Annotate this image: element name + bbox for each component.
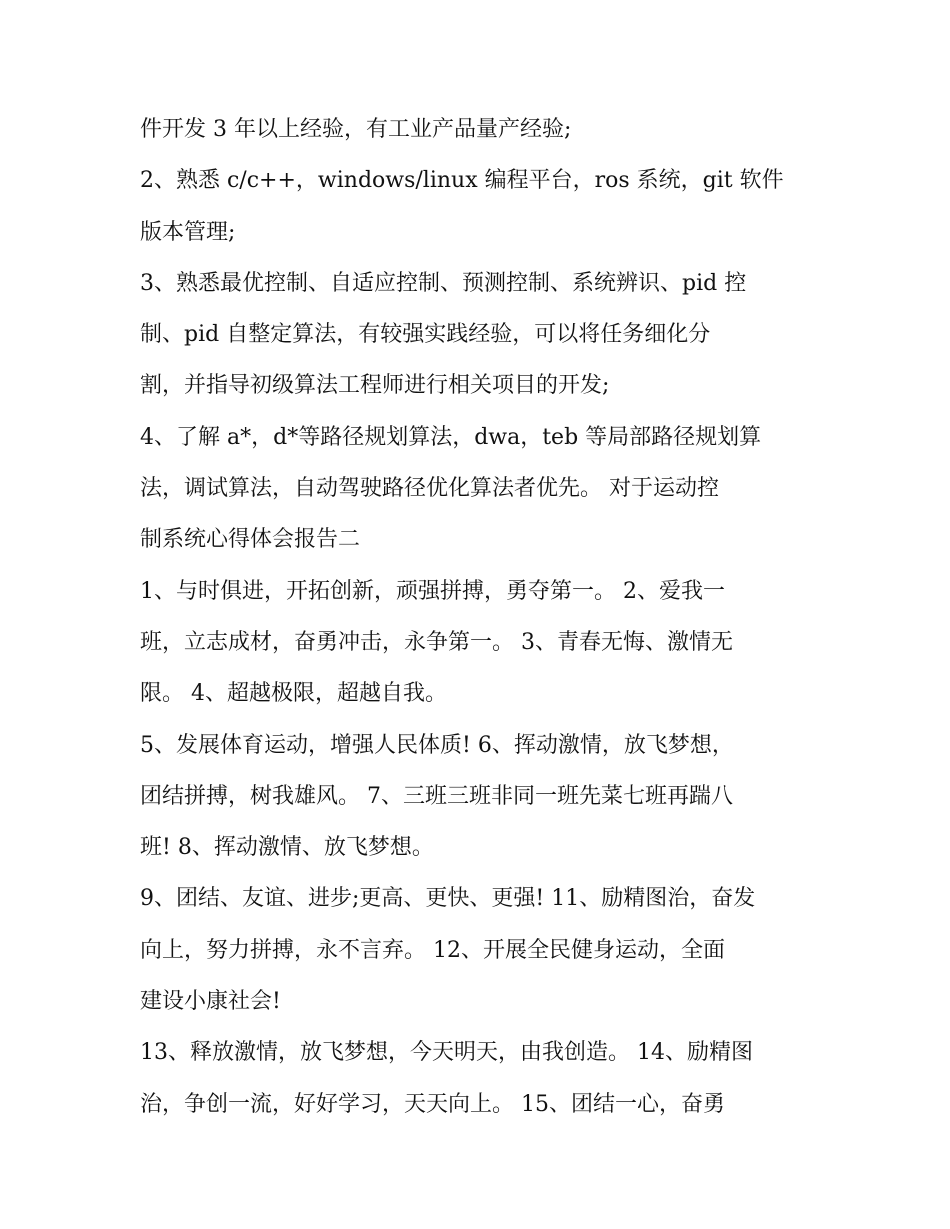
- text-line: 向上，努力拼搏，永不言弃。 12、开展全民健身运动，全面: [140, 937, 725, 963]
- text-line: 割，并指导初级算法工程师进行相关项目的开发;: [140, 373, 610, 399]
- text-line: 建设小康社会!: [140, 989, 281, 1015]
- text-line: 限。 4、超越极限，超越自我。: [140, 681, 447, 707]
- text-line: 5、发展体育运动，增强人民体质! 6、挥动激情，放飞梦想，: [140, 732, 734, 758]
- text-line: 件开发 3 年以上经验，有工业产品量产经验;: [140, 117, 572, 142]
- text-line: 4、了解 a*，d*等路径规划算法，dwa，teb 等局部路径规划算: [140, 424, 762, 450]
- text-line: 班! 8、挥动激情、放飞梦想。: [140, 835, 434, 861]
- text-line: 制、pid 自整定算法，有较强实践经验，可以将任务细化分: [140, 322, 711, 348]
- text-line: 法，调试算法，自动驾驶路径优化算法者优先。 对于运动控: [140, 476, 719, 502]
- text-line: 2、熟悉 c/c++，windows/linux 编程平台，ros 系统，git 软件: [140, 168, 784, 194]
- text-line: 版本管理;: [140, 219, 236, 245]
- text-line: 9、团结、友谊、进步;更高、更快、更强! 11、励精图治，奋发: [140, 886, 756, 912]
- text-line: 团结拼搏，树我雄风。 7、三班三班非同一班先菜七班再踹八: [140, 783, 733, 809]
- text-line: 13、释放激情，放飞梦想，今天明天，由我创造。 14、励精图: [140, 1040, 753, 1066]
- text-line: 1、与时俱进，开拓创新，顽强拼搏，勇夺第一。 2、爱我一: [140, 578, 725, 604]
- document-body: [140, 104, 820, 1130]
- text-line: 治，争创一流，好好学习，天天向上。 15、团结一心，奋勇: [140, 1091, 725, 1117]
- text-line: 班，立志成材，奋勇冲击，永争第一。 3、青春无悔、激情无: [140, 629, 733, 655]
- section-heading-line: 制系统心得体会报告二: [140, 527, 361, 553]
- text-line: 3、熟悉最优控制、自适应控制、预测控制、系统辨识、pid 控: [140, 270, 747, 296]
